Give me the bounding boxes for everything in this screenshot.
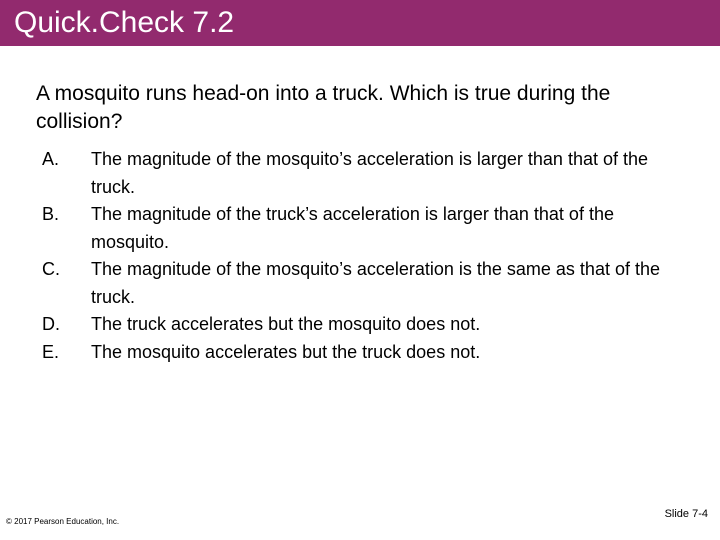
answer-option-d xyxy=(42,311,682,339)
option-text: The magnitude of the mosquito’s acceleration is the same as that of the truck. xyxy=(91,259,660,307)
answer-option-e xyxy=(42,339,682,367)
answer-options xyxy=(42,146,682,366)
option-text: The magnitude of the truck’s acceleration is larger than that of the mosquito. xyxy=(91,204,614,252)
option-letter: C. xyxy=(42,259,60,279)
answer-option-c xyxy=(42,256,682,311)
option-text: The truck accelerates but the mosquito does not. xyxy=(91,314,481,334)
title-bar xyxy=(0,0,720,46)
option-letter: D. xyxy=(42,314,60,334)
answer-option-a xyxy=(42,146,682,201)
copyright-notice: © 2017 Pearson Education, Inc. xyxy=(6,517,120,526)
option-text: The mosquito accelerates but the truck does not. xyxy=(91,341,481,362)
option-letter: A. xyxy=(42,149,60,169)
answer-option-b xyxy=(42,201,682,256)
question-text: A mosquito runs head-on into a truck. Which is true during the collision? xyxy=(36,82,611,133)
slide-number: Slide 7-4 xyxy=(664,508,708,520)
option-letter: E. xyxy=(42,341,60,362)
option-letter: B. xyxy=(42,204,60,224)
option-text: The magnitude of the mosquito’s acceleration is larger than that of the truck. xyxy=(91,149,648,197)
slide-title: Quick.Check 7.2 xyxy=(14,6,235,39)
